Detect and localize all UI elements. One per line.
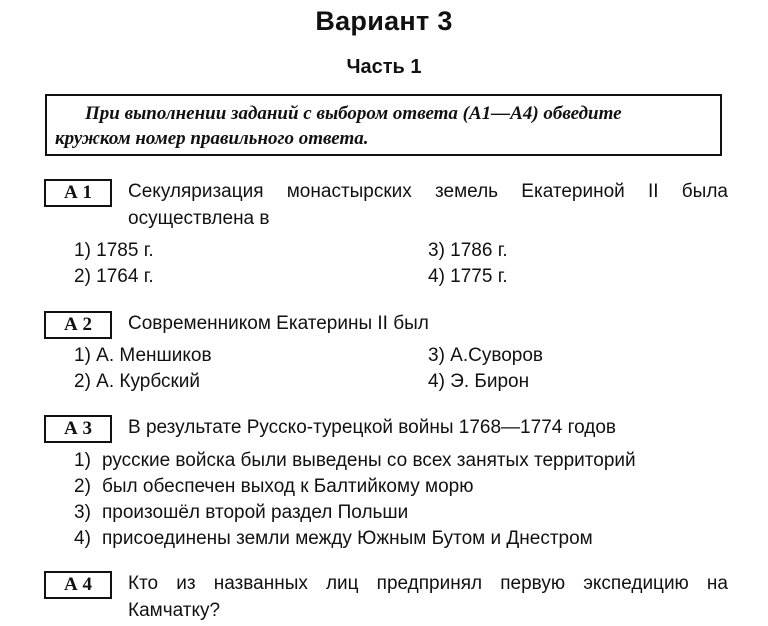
task-a1-option-2[interactable]: 2) 1764 г. xyxy=(74,266,154,287)
instruction-line-2: кружком номер правильного ответа. xyxy=(55,128,369,149)
task-a2-option-2[interactable]: 2) А. Курбский xyxy=(74,371,201,392)
task-a3-option-3[interactable] xyxy=(74,500,408,526)
page-subtitle: Часть 1 xyxy=(346,56,422,78)
task-a3-option-4[interactable] xyxy=(74,526,593,552)
task-a3-option-2[interactable] xyxy=(74,474,473,500)
task-badge-a3: А 3 xyxy=(44,415,112,443)
option-number: 2) xyxy=(74,476,91,497)
instruction-line-1: При выполнении заданий с выбором ответа (А1—А4) обведите xyxy=(85,103,622,124)
option-text: был обеспечен выход к Балтийкому морю xyxy=(102,476,474,497)
page-title: Вариант 3 xyxy=(315,6,453,36)
task-question-a3: В результате Русско-турецкой войны 1768—1774 годов xyxy=(128,417,617,438)
instruction-box xyxy=(45,94,722,156)
option-number: 1) xyxy=(74,450,91,471)
task-a2-option-4[interactable]: 4) Э. Бирон xyxy=(428,371,530,392)
task-a1-option-3[interactable]: 3) 1786 г. xyxy=(428,240,508,261)
task-a1-option-4[interactable]: 4) 1775 г. xyxy=(428,266,508,287)
option-text: произошёл второй раздел Польши xyxy=(102,502,409,523)
option-text: русские войска были выведены со всех занятых территорий xyxy=(102,450,636,471)
task-question-a2: Современником Екатерины II был xyxy=(128,313,429,334)
option-text: присоединены земли между Южным Бутом и Днестром xyxy=(102,528,593,549)
task-badge-a2: А 2 xyxy=(44,311,112,339)
task-a2-option-1[interactable]: 1) А. Меншиков xyxy=(74,345,212,366)
task-question-a4: Кто из названных лиц предпринял первую экспедицию на Камчатку? xyxy=(128,573,728,621)
task-a2-option-3[interactable]: 3) А.Суворов xyxy=(428,345,544,366)
task-badge-a1: А 1 xyxy=(44,179,112,207)
task-a3-option-1[interactable] xyxy=(74,448,636,474)
task-badge-a4: А 4 xyxy=(44,571,112,599)
task-a1-option-1[interactable]: 1) 1785 г. xyxy=(74,240,154,261)
option-number: 4) xyxy=(74,528,91,549)
option-number: 3) xyxy=(74,502,91,523)
task-question-a1: Секуляризация монастырских земель Екатериной II была осуществлена в xyxy=(128,181,728,229)
